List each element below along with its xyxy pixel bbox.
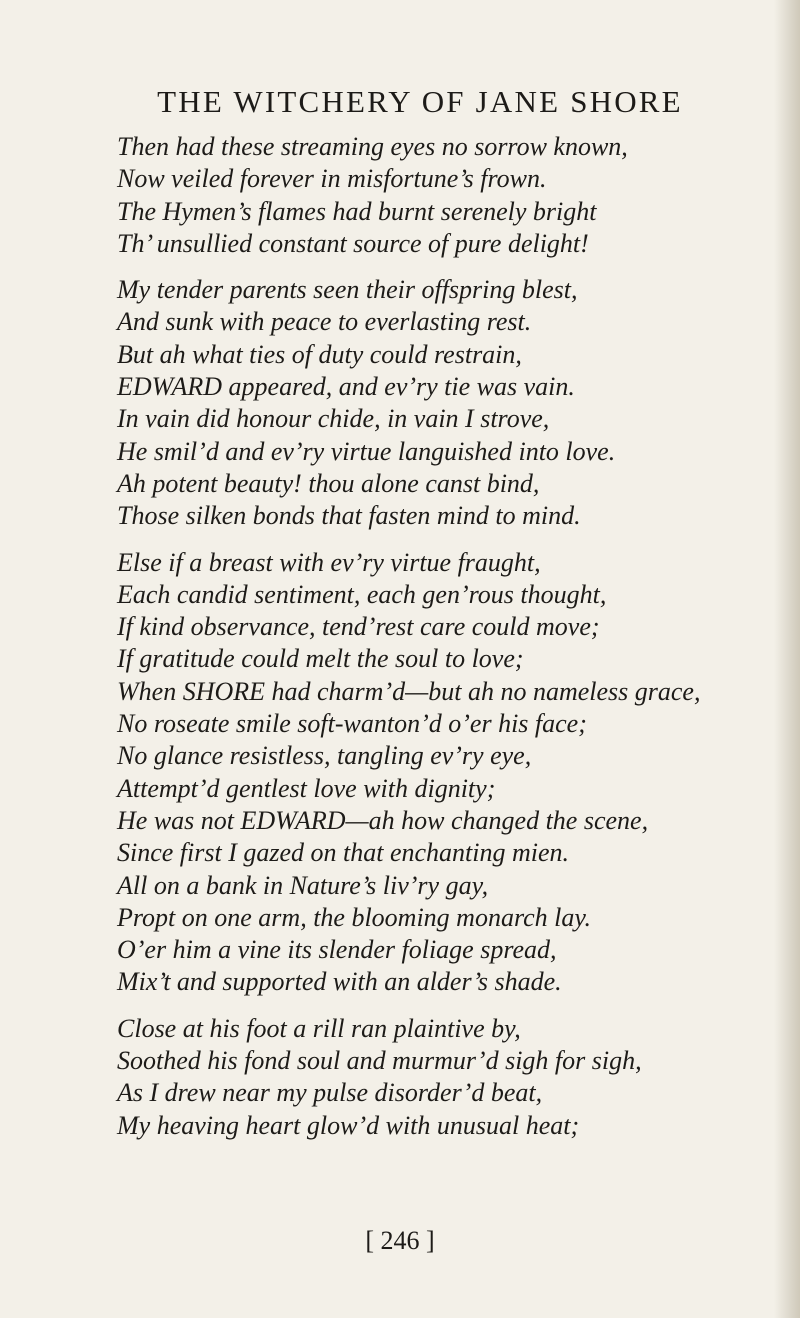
poem-text (117, 131, 797, 1156)
verse-line: Soothed his fond soul and murmur’d sigh for sigh, (117, 1046, 642, 1076)
verse-line: My tender parents seen their offspring blest, (117, 275, 578, 305)
verse-line: Propt on one arm, the blooming monarch lay. (117, 902, 591, 932)
verse-line: My heaving heart glow’d with unusual heat; (117, 1110, 580, 1140)
verse-line: As I drew near my pulse disorder’d beat, (117, 1078, 543, 1108)
verse-line: O’er him a vine its slender foliage spread, (117, 935, 557, 965)
verse-line: But ah what ties of duty could restrain, (117, 339, 522, 369)
verse-line: Attempt’d gentlest love with dignity; (117, 773, 496, 803)
running-head: THE WITCHERY OF JANE SHORE (157, 84, 683, 119)
page-number: [ 246 ] (365, 1226, 435, 1255)
verse-line: If kind observance, tend’rest care could move; (117, 612, 600, 642)
verse-line: He smil’d and ev’ry virtue languished into love. (117, 436, 616, 466)
verse-line: Ah potent beauty! thou alone canst bind, (117, 468, 540, 498)
verse-line: Else if a breast with ev’ry virtue fraught, (117, 547, 541, 577)
stanza-1 (117, 131, 797, 260)
verse-line: No roseate smile soft-wanton’d o’er his face; (117, 709, 587, 739)
verse-line: Each candid sentiment, each gen’rous thought, (117, 579, 607, 609)
stanza-3 (117, 547, 797, 999)
verse-line: If gratitude could melt the soul to love; (117, 644, 524, 674)
stanza-4 (117, 1013, 797, 1142)
verse-line: Then had these streaming eyes no sorrow known, (117, 132, 628, 161)
verse-line: No glance resistless, tangling ev’ry eye, (117, 741, 532, 771)
verse-line: Since first I gazed on that enchanting mien. (117, 838, 570, 868)
verse-line: Now veiled forever in misfortune’s frown. (117, 164, 547, 194)
verse-line: Mix’t and supported with an alder’s shade. (117, 967, 562, 997)
verse-line: He was not EDWARD—ah how changed the scene, (117, 805, 649, 835)
verse-line: When SHORE had charm’d—but ah no nameless grace, (117, 676, 701, 706)
verse-line: Close at his foot a rill ran plaintive by, (117, 1013, 521, 1043)
stanza-2 (117, 274, 797, 532)
verse-line: Th’ unsullied constant source of pure delight! (117, 228, 589, 258)
verse-line: In vain did honour chide, in vain I strove, (117, 404, 550, 434)
verse-line: All on a bank in Nature’s liv’ry gay, (117, 870, 489, 900)
verse-line: EDWARD appeared, and ev’ry tie was vain. (117, 372, 575, 402)
verse-line: And sunk with peace to everlasting rest. (117, 307, 532, 337)
verse-line: Those silken bonds that fasten mind to mind. (117, 501, 581, 531)
verse-line: The Hymen’s flames had burnt serenely bright (117, 196, 597, 226)
